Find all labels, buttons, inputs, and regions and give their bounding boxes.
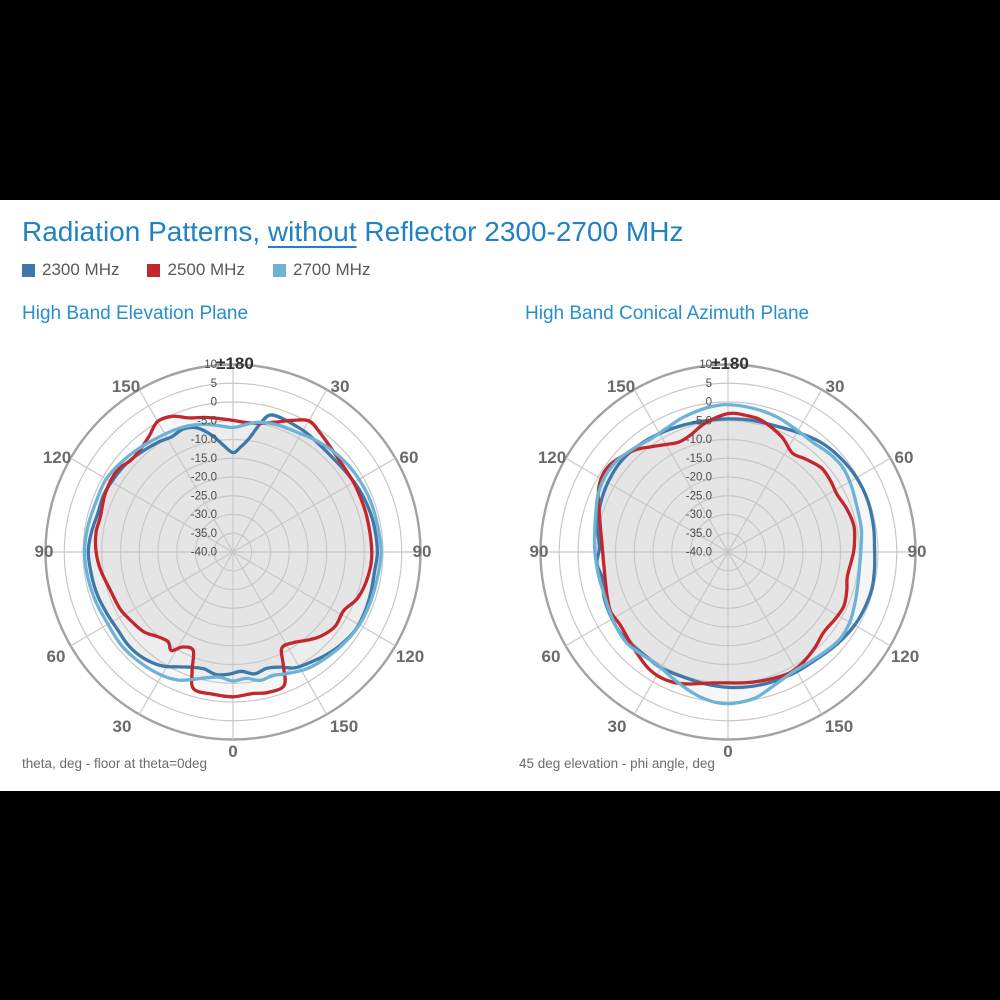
angular-axis-label: 30: [112, 717, 132, 736]
letterbox-bottom: [0, 791, 1000, 1000]
angular-axis-label: 120: [42, 448, 72, 467]
legend-label-2700: 2700 MHz: [292, 260, 371, 279]
legend-item-2300[interactable]: [22, 260, 119, 280]
radial-tick-label: -25.0: [685, 490, 712, 503]
radial-tick-label: 5: [210, 377, 217, 390]
angular-axis-label: 90: [34, 542, 54, 561]
chart-title-elevation-plane: High Band Elevation Plane: [22, 303, 249, 324]
radial-tick-label: 10: [204, 359, 217, 371]
polar-chart-elevation-plane: [0, 326, 466, 778]
radial-tick-label: -15.0: [685, 452, 712, 465]
angular-axis-label: 90: [412, 542, 432, 561]
legend-swatch-2700: [273, 264, 286, 277]
page-title: [22, 216, 683, 248]
legend-swatch-2500: [147, 264, 160, 277]
radial-tick-label: -15.0: [190, 452, 217, 465]
legend-label-2300: 2300 MHz: [42, 260, 120, 279]
angular-axis-label: ±180: [711, 354, 749, 373]
radial-tick-label: 5: [705, 377, 712, 390]
axis-caption-azimuth: 45 deg elevation - phi angle, deg: [519, 756, 715, 771]
radial-tick-label: 0: [705, 396, 712, 409]
polar-chart-conical-azimuth-plane: [495, 326, 961, 778]
chart-title-conical-azimuth-plane: High Band Conical Azimuth Plane: [525, 303, 810, 324]
page-title-suffix: Reflector 2300-2700 MHz: [356, 216, 684, 247]
radial-tick-label: 0: [210, 396, 217, 409]
radial-tick-label: -30.0: [685, 509, 712, 521]
radial-tick-label: -20.0: [685, 471, 712, 484]
angular-axis-label: 30: [330, 377, 350, 396]
content-area: [0, 200, 1000, 791]
radial-tick-label: -40.0: [190, 546, 217, 559]
radial-tick-label: -5.0: [692, 415, 712, 428]
angular-axis-label: 150: [824, 717, 854, 736]
angular-axis-label: 60: [399, 448, 419, 467]
legend-item-2700[interactable]: [273, 260, 370, 280]
radial-tick-label: -40.0: [685, 546, 712, 559]
legend: [22, 260, 370, 280]
letterbox-top: [0, 0, 1000, 200]
radial-tick-label: -10.0: [190, 434, 217, 446]
angular-axis-label: 30: [825, 377, 845, 396]
angular-axis-label: 150: [329, 717, 359, 736]
legend-item-2500[interactable]: [147, 260, 244, 280]
axis-caption-elevation: theta, deg - floor at theta=0deg: [22, 756, 208, 771]
page-title-underlined-word: without: [267, 216, 357, 247]
legend-swatch-2300: [22, 264, 35, 277]
angular-axis-label: ±180: [216, 354, 254, 373]
radial-tick-label: -35.0: [685, 527, 712, 540]
radial-tick-label: -5.0: [197, 415, 217, 428]
angular-axis-label: 150: [111, 377, 141, 396]
radial-tick-label: -30.0: [190, 509, 217, 521]
angular-axis-label: 120: [537, 448, 567, 467]
angular-axis-label: 60: [894, 448, 914, 467]
angular-axis-label: 120: [395, 647, 425, 666]
angular-axis-label: 90: [529, 542, 549, 561]
angular-axis-label: 0: [228, 742, 238, 761]
angular-axis-label: 120: [890, 647, 920, 666]
angular-axis-label: 60: [541, 647, 561, 666]
angular-axis-label: 30: [607, 717, 627, 736]
angular-axis-label: 60: [46, 647, 66, 666]
page-title-prefix: Radiation Patterns,: [22, 216, 268, 247]
radial-tick-label: -10.0: [685, 434, 712, 446]
angular-axis-label: 0: [723, 742, 733, 761]
radial-tick-label: -25.0: [190, 490, 217, 503]
radial-tick-label: -20.0: [190, 471, 217, 484]
radial-tick-label: 10: [699, 359, 712, 371]
angular-axis-label: 150: [606, 377, 636, 396]
angular-axis-label: 90: [907, 542, 927, 561]
legend-label-2500: 2500 MHz: [167, 260, 245, 279]
radial-tick-label: -35.0: [190, 527, 217, 540]
